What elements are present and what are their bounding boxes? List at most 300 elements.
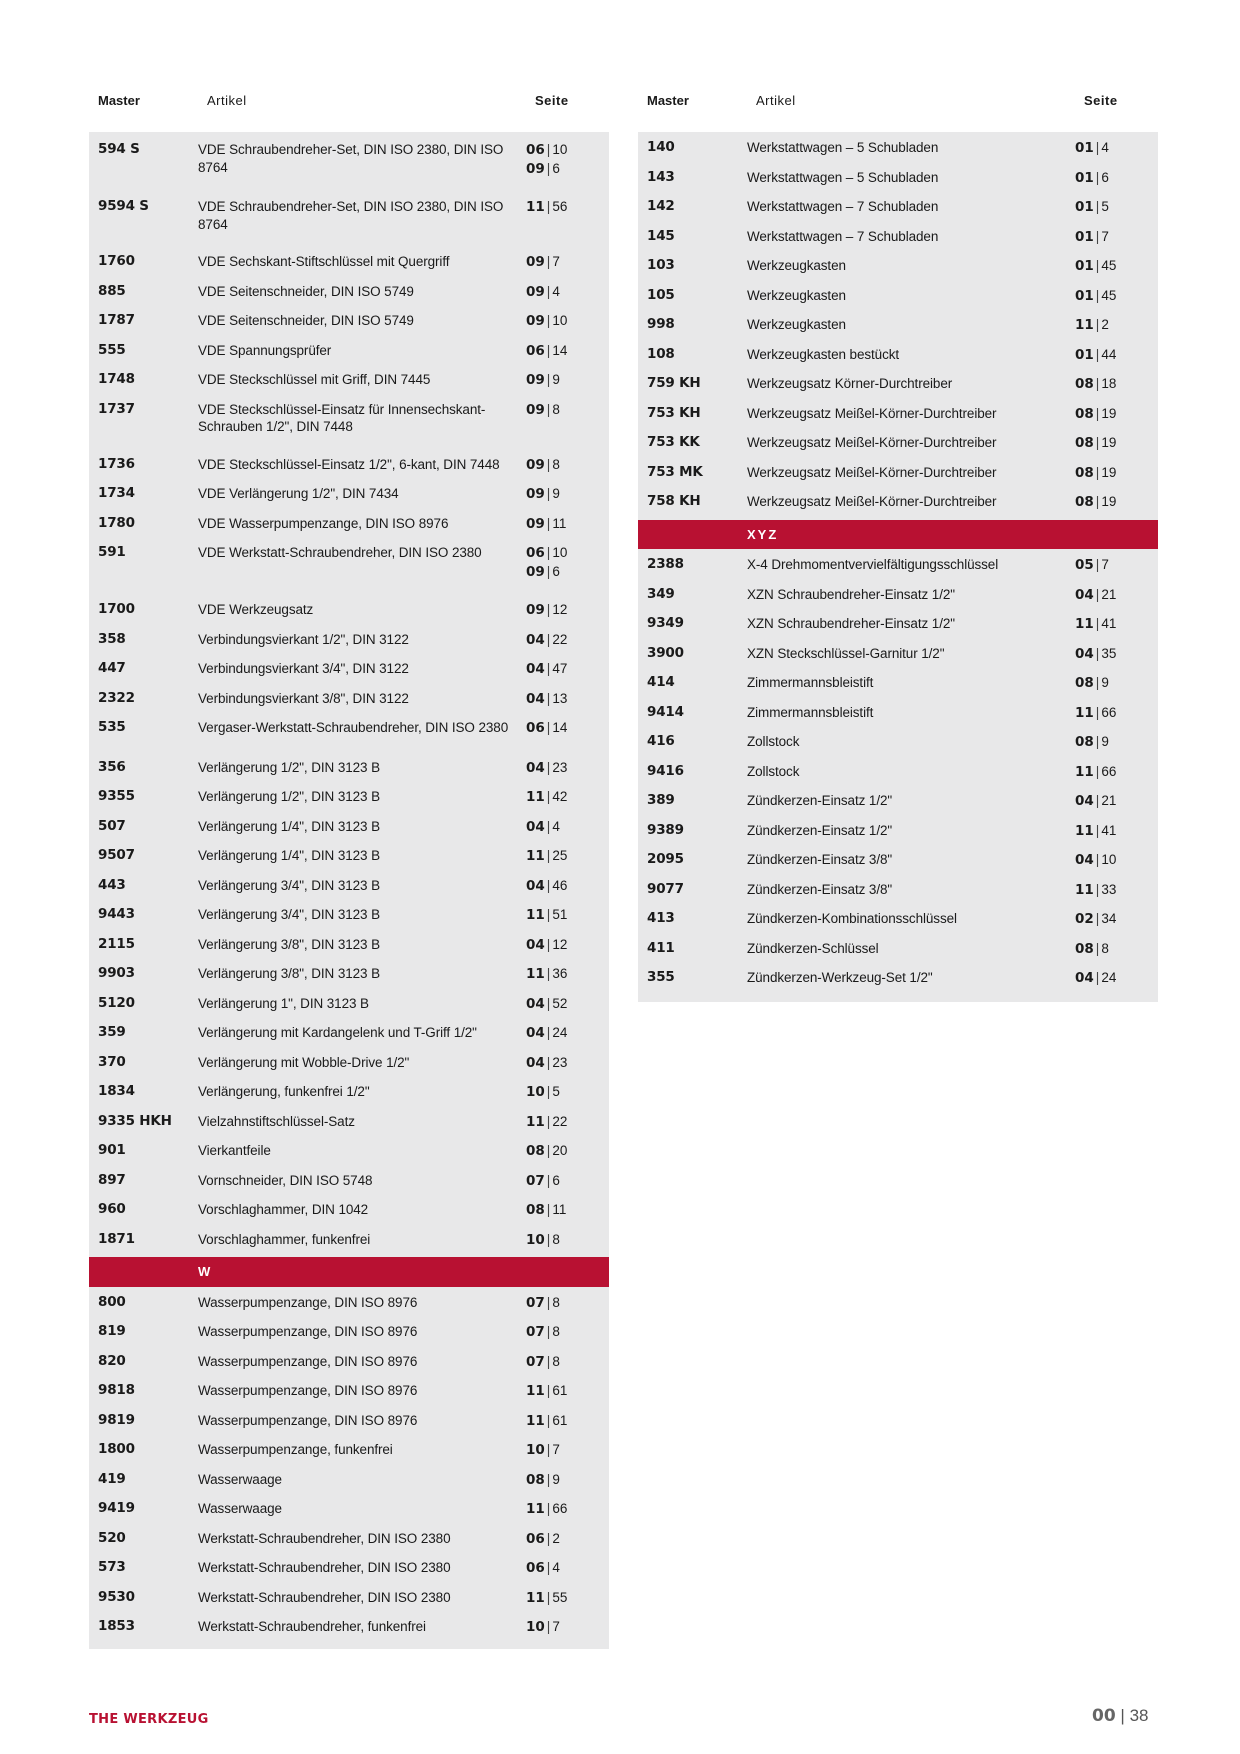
page-ref-cell (1075, 405, 1158, 424)
ref-page: 12 (552, 602, 568, 617)
page-ref (526, 936, 609, 955)
ref-chapter: 01 (1075, 258, 1094, 274)
ref-separator: | (546, 160, 551, 176)
ref-page: 12 (552, 936, 568, 952)
master-number: 1700 (98, 601, 135, 617)
article-name: Verlängerung mit Wobble-Drive 1/2" (198, 1054, 410, 1070)
master-number: 2115 (98, 935, 135, 952)
master-number: 1800 (98, 1441, 135, 1457)
ref-page: 6 (552, 563, 560, 579)
ref-chapter: 10 (526, 1084, 545, 1100)
ref-page: 22 (552, 1113, 568, 1129)
ref-chapter: 01 (1075, 287, 1094, 304)
ref-page: 7 (552, 1619, 560, 1634)
ref-separator: | (546, 759, 551, 775)
article-name: Verlängerung 3/8", DIN 3123 B (198, 936, 381, 952)
article-name: Verlängerung mit Kardangelenk und T-Griff 1/2" (198, 1025, 477, 1040)
master-number: 753 MK (647, 463, 703, 480)
page-ref (526, 847, 609, 866)
ref-page: 45 (1101, 287, 1117, 303)
ref-separator: | (546, 199, 551, 214)
master-number: 9077 (647, 880, 684, 897)
page-ref-cell (526, 198, 609, 217)
article-name: Verlängerung 1/2", DIN 3123 B (198, 759, 381, 775)
article-name: Werkzeugkasten (747, 287, 846, 303)
table-row (89, 337, 609, 367)
ref-chapter: 04 (526, 759, 545, 776)
page-ref-cell (526, 1294, 609, 1313)
page-ref (1075, 940, 1158, 959)
table-row (89, 842, 609, 872)
ref-separator: | (546, 1383, 551, 1398)
ref-page: 7 (1101, 557, 1109, 572)
table-row (89, 307, 609, 337)
header-artikel: Artikel (207, 92, 247, 108)
page-ref (526, 1382, 609, 1401)
ref-page: 44 (1101, 346, 1117, 362)
table-row (89, 1466, 609, 1496)
master-number: 819 (98, 1323, 126, 1339)
ref-chapter: 06 (526, 142, 545, 158)
table-row (89, 626, 609, 656)
master-number: 1871 (98, 1230, 135, 1247)
table-row (89, 451, 609, 481)
page-ref-cell (526, 283, 609, 302)
ref-page: 8 (552, 401, 560, 417)
index-table-right (638, 132, 1158, 1002)
ref-chapter: 11 (526, 907, 545, 923)
master-number: 9349 (647, 615, 684, 631)
table-row (638, 311, 1158, 341)
ref-page: 61 (552, 1412, 568, 1428)
ref-page: 24 (552, 1025, 568, 1040)
master-number: 9414 (647, 703, 684, 720)
ref-chapter: 09 (526, 283, 545, 300)
page-ref (526, 1559, 609, 1578)
page-ref-cell (1075, 346, 1158, 365)
table-row (89, 1554, 609, 1584)
page-ref-cell (526, 1530, 609, 1549)
ref-separator: | (1095, 317, 1100, 332)
ref-page: 46 (552, 877, 568, 893)
article-name: Werkstatt-Schraubendreher, DIN ISO 2380 (198, 1560, 451, 1575)
ref-page: 7 (552, 254, 560, 269)
article-name: Wasserpumpenzange, funkenfrei (198, 1442, 393, 1457)
ref-page: 19 (1101, 435, 1117, 450)
ref-separator: | (546, 1324, 551, 1339)
ref-chapter: 01 (1075, 199, 1094, 215)
article-name: VDE Seitenschneider, DIN ISO 5749 (198, 283, 414, 299)
ref-page: 10 (552, 142, 568, 157)
article-name: Wasserpumpenzange, DIN ISO 8976 (198, 1383, 418, 1398)
page-ref (1075, 375, 1158, 394)
ref-separator: | (546, 1353, 551, 1369)
ref-chapter: 04 (1075, 586, 1094, 603)
page-ref (526, 371, 609, 390)
ref-chapter: 01 (1075, 140, 1094, 156)
ref-chapter: 09 (526, 515, 545, 532)
master-number: 370 (98, 1053, 126, 1070)
ref-page: 23 (552, 1054, 568, 1070)
ref-chapter: 08 (1075, 376, 1094, 392)
ref-separator: | (546, 342, 551, 358)
page-ref (526, 818, 609, 837)
page-ref-cell (1075, 586, 1158, 605)
page-ref-cell (526, 1201, 609, 1220)
master-number: 758 KH (647, 493, 701, 509)
master-number: 759 KH (647, 375, 701, 391)
master-number: 1736 (98, 455, 135, 472)
page-ref (1075, 763, 1158, 782)
page-ref-cell (526, 818, 609, 837)
page-ref-cell (1075, 792, 1158, 811)
table-row (638, 429, 1158, 459)
ref-chapter: 10 (526, 1442, 545, 1458)
page-ref (526, 1530, 609, 1549)
header-artikel: Artikel (756, 92, 796, 108)
page-ref (526, 401, 609, 420)
article-name: VDE Verlängerung 1/2", DIN 7434 (198, 486, 399, 501)
article-name: Werkzeugsatz Meißel-Körner-Durchtreiber (747, 464, 997, 480)
page-ref (526, 1083, 609, 1102)
ref-separator: | (546, 1084, 551, 1099)
page-ref-cell (526, 847, 609, 866)
ref-page: 8 (552, 1294, 560, 1310)
article-name: Zollstock (747, 763, 800, 779)
ref-separator: | (546, 877, 551, 893)
ref-page: 51 (552, 907, 568, 922)
ref-page: 8 (552, 1324, 560, 1339)
page-ref-cell (526, 1441, 609, 1460)
table-row (89, 510, 609, 540)
page-ref-cell (526, 1083, 609, 1102)
master-number: 9443 (98, 906, 135, 922)
page-ref-cell (1075, 733, 1158, 752)
master-number: 520 (98, 1529, 126, 1546)
ref-page: 5 (1101, 199, 1109, 214)
article-name: XZN Steckschlüssel-Garnitur 1/2" (747, 645, 945, 661)
table-row (89, 1167, 609, 1197)
table-row (638, 581, 1158, 611)
index-column-right (638, 80, 1158, 1002)
page-ref-cell (526, 1142, 609, 1161)
table-row (638, 488, 1158, 518)
ref-separator: | (546, 661, 551, 676)
page-ref (1075, 228, 1158, 247)
article-name: Zündkerzen-Schlüssel (747, 940, 879, 956)
ref-page: 13 (552, 690, 568, 706)
ref-chapter: 08 (526, 1471, 545, 1488)
master-number: 358 (98, 630, 126, 647)
ref-chapter: 11 (1075, 616, 1094, 632)
ref-chapter: 09 (526, 313, 545, 329)
page-ref (526, 965, 609, 984)
page-ref-cell (526, 1589, 609, 1608)
ref-separator: | (546, 1113, 551, 1129)
page-ref (526, 1471, 609, 1490)
ref-page: 14 (552, 720, 568, 735)
article-name: Verlängerung, funkenfrei 1/2" (198, 1084, 370, 1099)
ref-page: 11 (552, 1202, 567, 1217)
table-row (89, 248, 609, 278)
table-row (638, 223, 1158, 253)
ref-chapter: 07 (526, 1294, 545, 1311)
ref-separator: | (546, 486, 551, 501)
header-master: Master (98, 92, 140, 108)
ref-chapter: 09 (526, 401, 545, 418)
ref-chapter: 08 (526, 1143, 545, 1159)
section-letter-bar (638, 520, 1158, 550)
ref-chapter: 11 (526, 848, 545, 864)
ref-chapter: 08 (1075, 464, 1094, 481)
master-number: 507 (98, 817, 126, 834)
master-number: 9818 (98, 1382, 135, 1398)
page-ref (1075, 287, 1158, 306)
article-name: Werkstatt-Schraubendreher, DIN ISO 2380 (198, 1530, 451, 1546)
page-ref (1075, 493, 1158, 512)
table-row (89, 1226, 609, 1256)
page-ref-cell (526, 312, 609, 331)
page-ref-cell (526, 1323, 609, 1342)
page-ref-cell (1075, 434, 1158, 453)
ref-chapter: 06 (526, 1560, 545, 1576)
ref-separator: | (546, 254, 551, 269)
ref-page: 35 (1101, 645, 1117, 661)
header-master: Master (647, 92, 689, 108)
ref-separator: | (546, 690, 551, 706)
ref-chapter: 08 (1075, 405, 1094, 422)
page-ref (526, 759, 609, 778)
ref-separator: | (1095, 557, 1100, 572)
page-ref-cell (526, 1353, 609, 1372)
ref-page: 4 (552, 818, 560, 834)
ref-chapter: 06 (526, 720, 545, 736)
page-ref (526, 160, 609, 179)
page-ref (526, 1024, 609, 1043)
page-ref (1075, 139, 1158, 158)
article-name: Vornschneider, DIN ISO 5748 (198, 1172, 373, 1188)
master-number: 413 (647, 910, 675, 926)
ref-chapter: 07 (526, 1353, 545, 1370)
page-ref-cell (1075, 375, 1158, 394)
page-ref (1075, 316, 1158, 335)
table-row (89, 1613, 609, 1643)
master-number: 1787 (98, 312, 135, 328)
page-ref (526, 485, 609, 504)
table-row (638, 876, 1158, 906)
article-name: Zimmermannsbleistift (747, 675, 874, 690)
ref-separator: | (546, 602, 551, 617)
ref-chapter: 01 (1075, 169, 1094, 186)
page-ref-cell (1075, 851, 1158, 870)
table-row (89, 366, 609, 396)
master-number: 108 (647, 345, 675, 362)
ref-page: 4 (552, 283, 560, 299)
article-name: Zündkerzen-Einsatz 1/2" (747, 822, 893, 838)
master-number: 820 (98, 1352, 126, 1369)
page-ref (1075, 586, 1158, 605)
page-ref-cell (526, 1618, 609, 1637)
table-row (89, 685, 609, 715)
page-ref (1075, 615, 1158, 634)
ref-separator: | (1095, 464, 1100, 480)
article-name: XZN Schraubendreher-Einsatz 1/2" (747, 586, 955, 602)
article-name: Zündkerzen-Einsatz 1/2" (747, 793, 893, 808)
table-row (638, 905, 1158, 935)
ref-page: 41 (1101, 822, 1117, 838)
ref-chapter: 09 (526, 563, 545, 580)
page-ref (526, 253, 609, 272)
master-number: 2388 (647, 556, 684, 572)
article-name: XZN Schraubendreher-Einsatz 1/2" (747, 616, 955, 631)
ref-page: 10 (1101, 852, 1117, 867)
ref-chapter: 10 (526, 1619, 545, 1635)
ref-page: 9 (552, 372, 560, 387)
article-name: Wasserpumpenzange, DIN ISO 8976 (198, 1324, 418, 1339)
table-row (638, 164, 1158, 194)
page-ref-cell (526, 1054, 609, 1073)
ref-separator: | (546, 456, 551, 472)
article-name: Verbindungsvierkant 3/4", DIN 3122 (198, 661, 409, 676)
table-row (638, 341, 1158, 371)
master-number: 591 (98, 544, 126, 560)
ref-chapter: 01 (1075, 346, 1094, 363)
article-name: Zündkerzen-Werkzeug-Set 1/2" (747, 970, 933, 985)
ref-chapter: 11 (526, 966, 545, 982)
table-row (89, 1495, 609, 1525)
ref-chapter: 04 (1075, 793, 1094, 809)
ref-page: 8 (552, 456, 560, 472)
table-row (89, 1525, 609, 1555)
ref-page: 22 (552, 631, 568, 647)
page-ref (1075, 881, 1158, 900)
article-name: VDE Seitenschneider, DIN ISO 5749 (198, 313, 414, 328)
master-number: 1760 (98, 253, 135, 269)
master-number: 140 (647, 139, 675, 155)
ref-chapter: 11 (526, 199, 545, 215)
table-row (638, 699, 1158, 729)
article-name: Verbindungsvierkant 1/2", DIN 3122 (198, 631, 409, 647)
ref-page: 19 (1101, 494, 1117, 509)
article-name: Vorschlaghammer, DIN 1042 (198, 1202, 369, 1217)
ref-separator: | (546, 313, 551, 328)
master-number: 416 (647, 733, 675, 749)
page-ref-cell (526, 1231, 609, 1250)
article-name: Werkstattwagen – 5 Schubladen (747, 140, 939, 155)
page-ref-cell (526, 759, 609, 778)
ref-separator: | (1095, 287, 1100, 303)
page-ref (526, 1353, 609, 1372)
ref-separator: | (1095, 793, 1100, 808)
page-ref (526, 1589, 609, 1608)
ref-chapter: 11 (526, 1383, 545, 1399)
table-row (89, 1584, 609, 1614)
master-number: 9819 (98, 1411, 135, 1428)
table-row (89, 278, 609, 308)
page-ref (1075, 405, 1158, 424)
ref-separator: | (1095, 911, 1100, 926)
ref-separator: | (546, 966, 551, 981)
page-ref-cell (1075, 822, 1158, 841)
page-ref-cell (1075, 464, 1158, 483)
ref-separator: | (546, 283, 551, 299)
page-ref (526, 660, 609, 679)
page-ref (1075, 464, 1158, 483)
table-row (89, 990, 609, 1020)
page-ref-cell (526, 690, 609, 709)
article-name: Werkzeugsatz Körner-Durchtreiber (747, 376, 953, 391)
ref-page: 2 (552, 1530, 560, 1546)
page-ref-cell (526, 719, 609, 738)
ref-page: 7 (1101, 228, 1109, 244)
ref-chapter: 11 (526, 789, 545, 805)
article-name: Zündkerzen-Einsatz 3/8" (747, 881, 893, 897)
page-ref (1075, 704, 1158, 723)
ref-separator: | (1095, 734, 1100, 749)
page-ref-cell (1075, 139, 1158, 158)
ref-separator: | (546, 1202, 551, 1217)
article-name: VDE Sechskant-Stiftschlüssel mit Quergriff (198, 254, 450, 269)
page-ref-cell (1075, 257, 1158, 276)
master-number: 998 (647, 316, 675, 332)
ref-chapter: 07 (526, 1324, 545, 1340)
table-row (638, 370, 1158, 400)
page-ref-cell (1075, 704, 1158, 723)
page-ref (526, 906, 609, 925)
ref-page: 41 (1101, 616, 1117, 631)
table-row (89, 872, 609, 902)
table-row (89, 1436, 609, 1466)
page-ref (526, 342, 609, 361)
master-number: 9419 (98, 1500, 135, 1516)
ref-chapter: 09 (526, 160, 545, 177)
page-ref (1075, 674, 1158, 693)
page-ref (1075, 257, 1158, 276)
master-number: 145 (647, 227, 675, 244)
ref-separator: | (546, 907, 551, 922)
master-number: 414 (647, 674, 675, 690)
ref-page: 6 (552, 160, 560, 176)
ref-page: 55 (552, 1589, 568, 1605)
article-name: Zollstock (747, 734, 800, 749)
ref-separator: | (546, 1471, 551, 1487)
page-ref (1075, 969, 1158, 988)
page-ref (1075, 792, 1158, 811)
ref-separator: | (546, 995, 551, 1011)
master-number: 885 (98, 282, 126, 299)
ref-separator: | (1095, 140, 1100, 155)
page-ref (1075, 434, 1158, 453)
ref-chapter: 08 (1075, 734, 1094, 750)
ref-separator: | (546, 818, 551, 834)
article-name: VDE Steckschlüssel-Einsatz für Innensechskant-Schrauben 1/2", DIN 7448 (198, 401, 486, 434)
ref-chapter: 11 (526, 1501, 545, 1517)
page-ref-cell (526, 1172, 609, 1191)
ref-separator: | (1095, 940, 1100, 956)
page-ref (1075, 910, 1158, 929)
ref-chapter: 04 (1075, 645, 1094, 662)
ref-page: 56 (552, 199, 568, 214)
master-number: 9389 (647, 821, 684, 838)
index-column-left (89, 80, 609, 1649)
article-name: Wasserpumpenzange, DIN ISO 8976 (198, 1412, 418, 1428)
ref-separator: | (1095, 675, 1100, 690)
page-ref-cell (526, 485, 609, 504)
ref-separator: | (546, 789, 551, 804)
article-name: Verlängerung 1/4", DIN 3123 B (198, 848, 381, 863)
master-number: 9530 (98, 1588, 135, 1605)
ref-separator: | (546, 563, 551, 579)
